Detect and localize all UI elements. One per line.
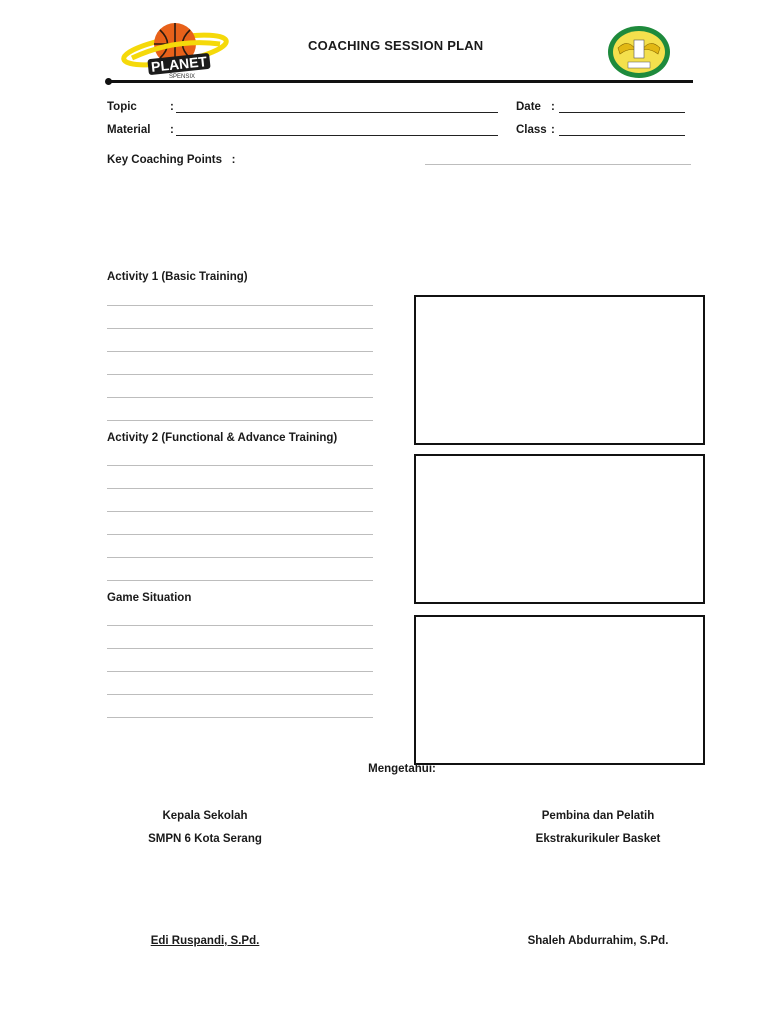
writing-line[interactable] bbox=[107, 465, 373, 466]
acknowledged-label: Mengetahui: bbox=[368, 763, 436, 775]
right-signatory-role: Pembina dan Pelatih bbox=[541, 810, 655, 822]
class-colon: : bbox=[551, 124, 555, 136]
left-signatory-org: SMPN 6 Kota Serang bbox=[148, 833, 262, 845]
page-title: COACHING SESSION PLAN bbox=[308, 38, 484, 53]
right-signatory-org: Ekstrakurikuler Basket bbox=[535, 833, 661, 845]
left-signatory-name: Edi Ruspandi, S.Pd. bbox=[150, 935, 260, 947]
topic-line[interactable] bbox=[176, 112, 498, 113]
header-divider bbox=[107, 80, 693, 83]
writing-line[interactable] bbox=[107, 694, 373, 695]
material-colon: : bbox=[170, 124, 174, 136]
writing-line[interactable] bbox=[107, 580, 373, 581]
writing-line[interactable] bbox=[107, 534, 373, 535]
planet-logo bbox=[120, 18, 230, 80]
topic-label: Topic bbox=[107, 101, 137, 113]
class-line[interactable] bbox=[559, 135, 685, 136]
writing-line[interactable] bbox=[107, 305, 373, 306]
section-title-activity-1: Activity 1 (Basic Training) bbox=[107, 271, 248, 283]
key-points-line[interactable] bbox=[425, 164, 691, 165]
date-label: Date bbox=[516, 101, 541, 113]
section-title-activity-2: Activity 2 (Functional & Advance Training) bbox=[107, 432, 338, 444]
right-signatory-name: Shaleh Abdurrahim, S.Pd. bbox=[527, 935, 669, 947]
material-line[interactable] bbox=[176, 135, 498, 136]
school-emblem bbox=[606, 24, 672, 80]
writing-line[interactable] bbox=[107, 625, 373, 626]
header-divider-dot bbox=[105, 78, 112, 85]
material-label: Material bbox=[107, 124, 151, 136]
writing-line[interactable] bbox=[107, 397, 373, 398]
writing-line[interactable] bbox=[107, 420, 373, 421]
basketball-planet-icon bbox=[120, 18, 230, 80]
left-signatory-role: Kepala Sekolah bbox=[162, 810, 248, 822]
writing-line[interactable] bbox=[107, 717, 373, 718]
diagram-box-game-situation[interactable] bbox=[414, 615, 705, 765]
diagram-box-activity-2[interactable] bbox=[414, 454, 705, 604]
logo-text: PLANET bbox=[150, 53, 208, 75]
class-label: Class bbox=[516, 124, 547, 136]
writing-line[interactable] bbox=[107, 374, 373, 375]
diagram-box-activity-1[interactable] bbox=[414, 295, 705, 445]
writing-line[interactable] bbox=[107, 671, 373, 672]
topic-colon: : bbox=[170, 101, 174, 113]
writing-line[interactable] bbox=[107, 328, 373, 329]
date-line[interactable] bbox=[559, 112, 685, 113]
section-title-game-situation: Game Situation bbox=[107, 592, 192, 604]
date-colon: : bbox=[551, 101, 555, 113]
writing-line[interactable] bbox=[107, 511, 373, 512]
writing-line[interactable] bbox=[107, 648, 373, 649]
writing-line[interactable] bbox=[107, 488, 373, 489]
key-points-label: Key Coaching Points : bbox=[107, 154, 236, 166]
writing-line[interactable] bbox=[107, 557, 373, 558]
school-emblem-icon bbox=[606, 24, 672, 80]
logo-subtext: SPENSIX bbox=[168, 74, 196, 80]
writing-line[interactable] bbox=[107, 351, 373, 352]
